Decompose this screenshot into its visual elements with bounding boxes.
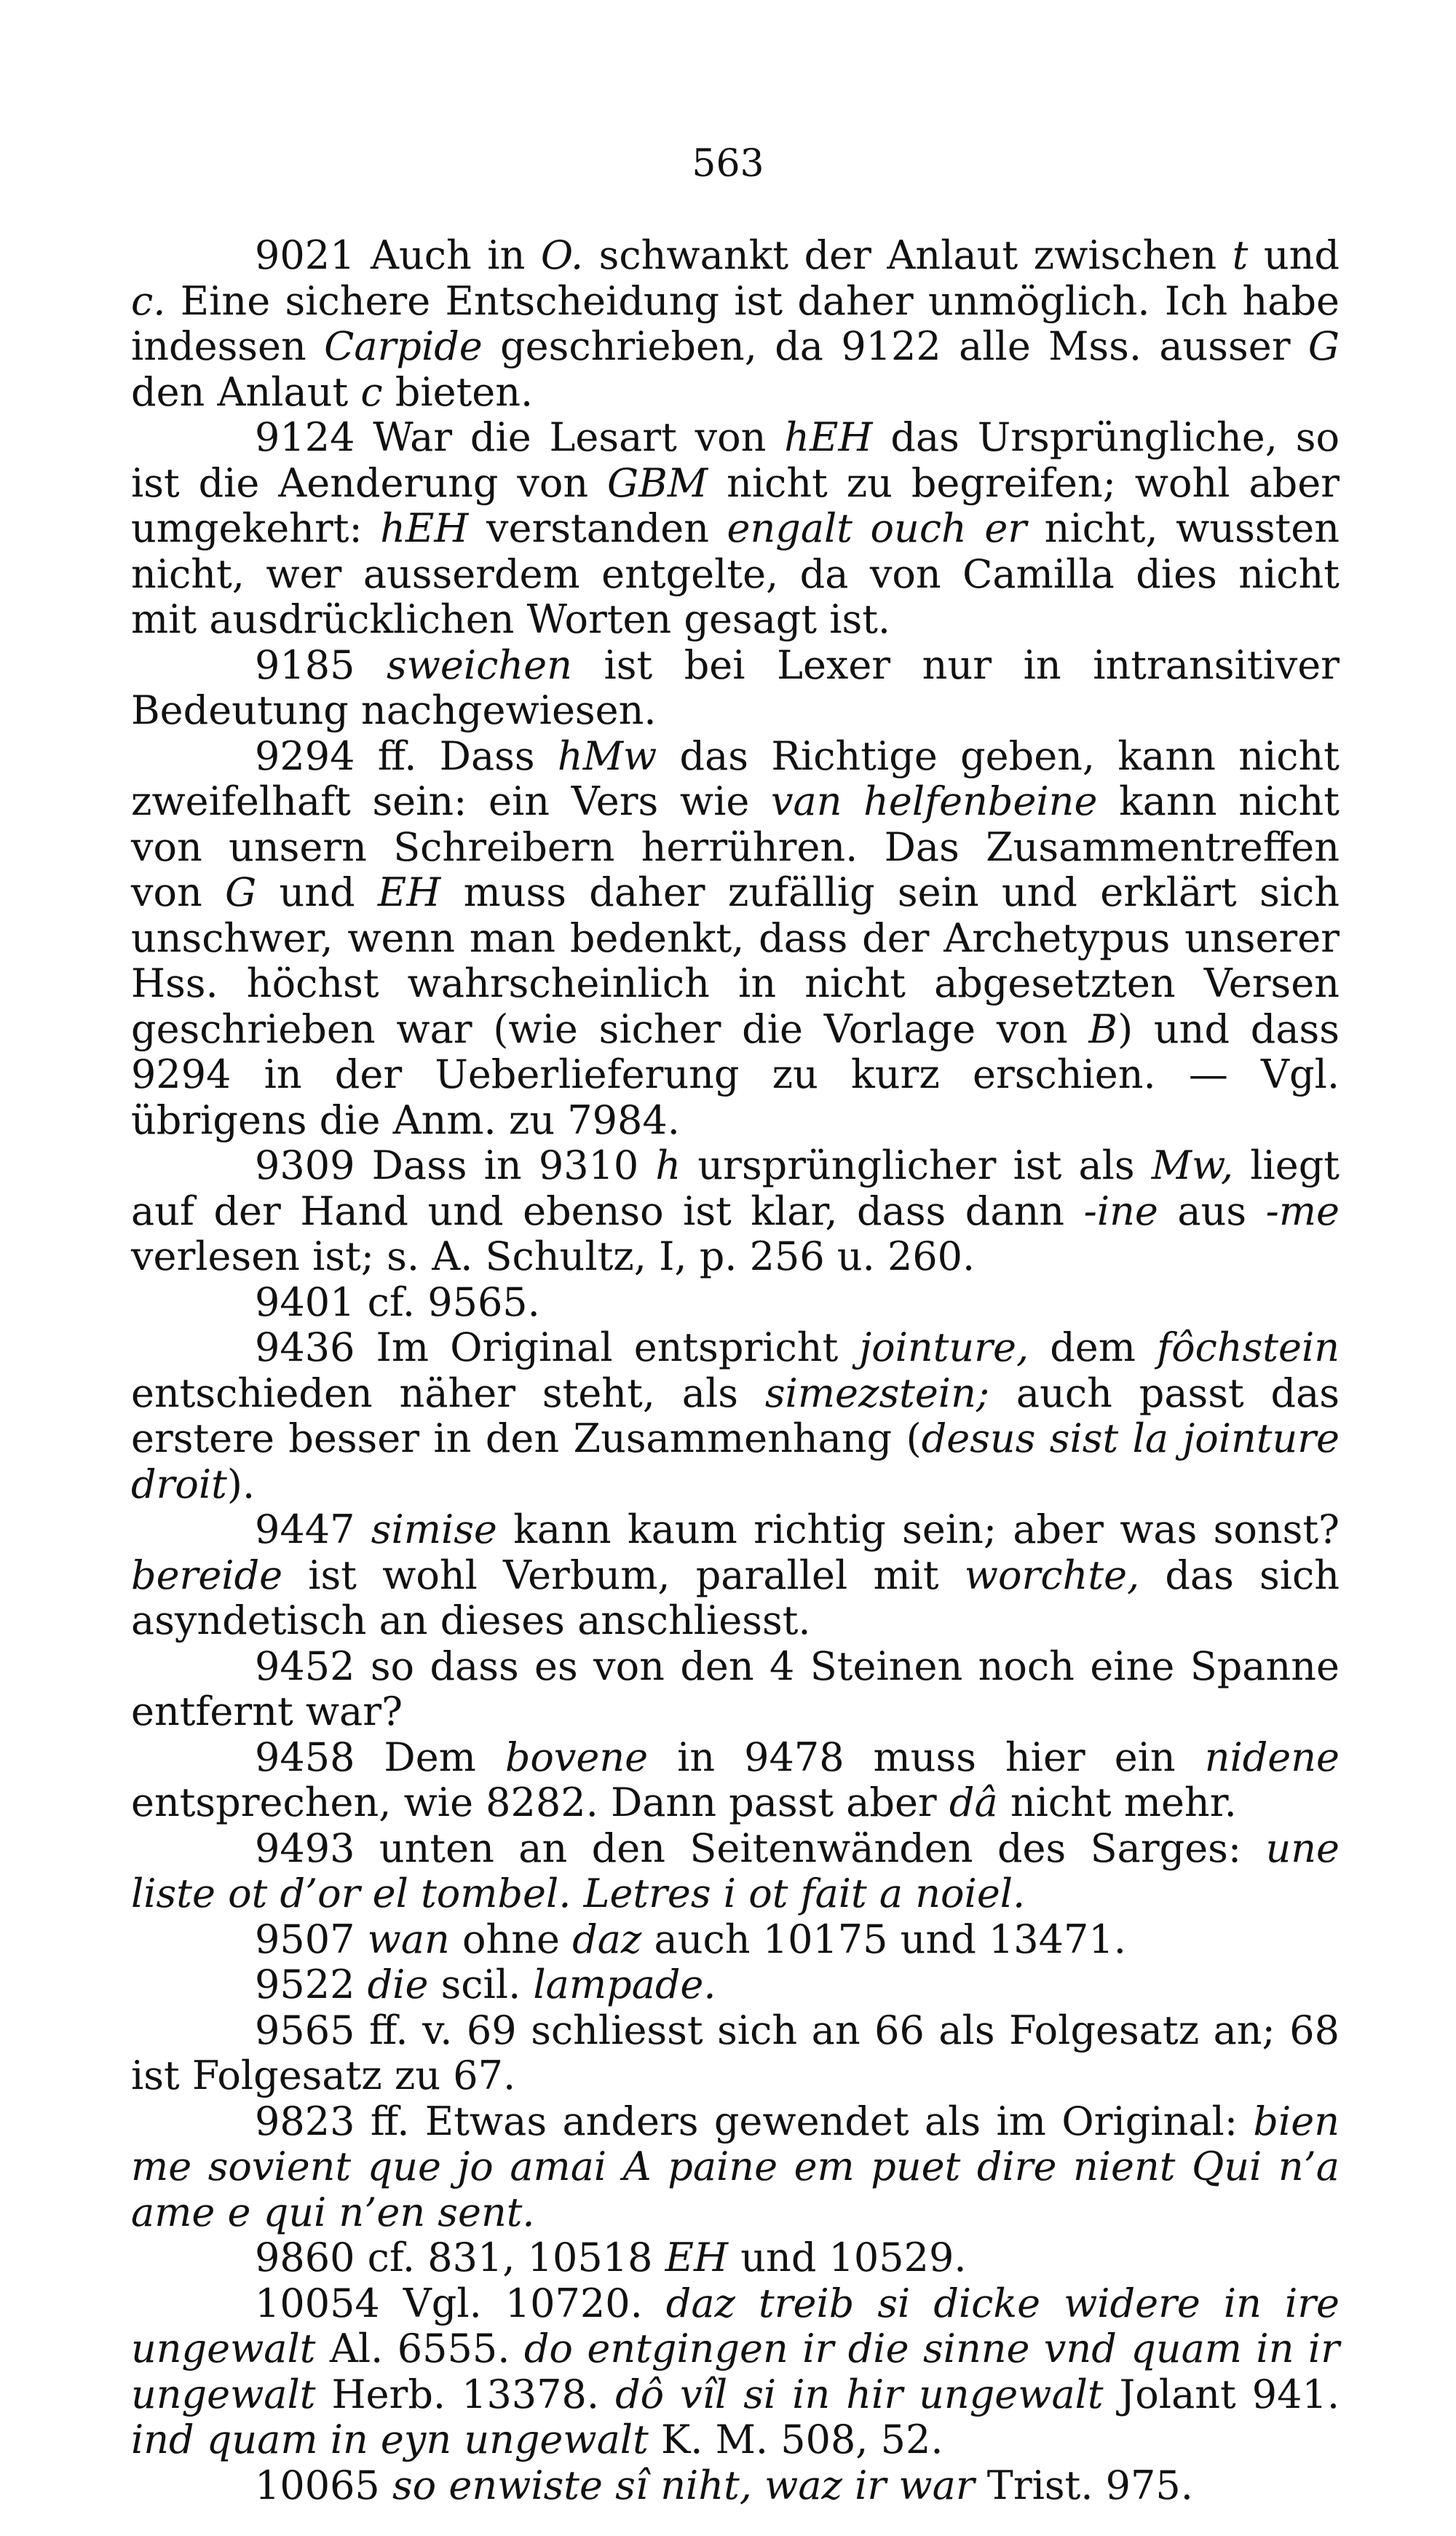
note-text: entsprechen, wie 8282. Dann passt aber: [131, 1779, 949, 1825]
note-text: kann nicht von unsern Schreibern herrühren. Das Zusammentreffen von: [131, 778, 1340, 915]
annotation-note: [131, 1507, 1340, 1644]
verse-reference: 9436: [255, 1324, 355, 1370]
quoted-text: worchte,: [964, 1552, 1140, 1598]
quoted-text: hEH: [380, 505, 469, 551]
note-text: auch passt das erstere besser in den Zusammenhang (: [131, 1370, 1340, 1461]
note-text: so dass es von den 4 Steinen noch eine Spanne entfernt war?: [131, 1643, 1340, 1734]
note-text: [355, 1962, 367, 2007]
note-text: und 10529.: [728, 2235, 967, 2280]
note-text: ohne: [449, 1916, 573, 1962]
note-text: cf. 831, 10518: [355, 2235, 665, 2280]
quoted-text: bien me sovient que jo amai A paine em puet dire nient Qui n’a ame e qui n’en sent.: [131, 2098, 1340, 2235]
quoted-text: bereide: [131, 1552, 283, 1598]
annotation-note: [131, 415, 1340, 643]
quoted-text: hEH: [784, 414, 873, 460]
note-text: ist wohl Verbum, parallel mit: [282, 1552, 965, 1598]
quoted-text: G: [1307, 323, 1340, 369]
verse-reference: 9185: [255, 641, 355, 688]
verse-reference: 9493: [255, 1825, 355, 1871]
note-text: unten an den Seitenwänden des Sarges:: [355, 1825, 1266, 1871]
quoted-text: daz treib si dicke widere in ire ungewalt: [131, 2280, 1340, 2371]
quoted-text: lampade.: [533, 1962, 716, 2007]
note-text: Dass: [416, 732, 558, 779]
quoted-text: simise: [371, 1506, 497, 1552]
quoted-text: van helfenbeine: [771, 778, 1098, 824]
annotation-note: [131, 2463, 1340, 2509]
note-text: auch 10175 und 13471.: [641, 1916, 1126, 1962]
verse-reference: 9823 ff.: [255, 2098, 410, 2144]
quoted-text: sweichen: [387, 641, 572, 688]
quoted-text: EH: [665, 2235, 729, 2280]
note-text: Dass in 9310: [355, 1142, 656, 1188]
note-text: Dem: [355, 1734, 505, 1780]
annotation-note: [131, 1644, 1340, 1735]
note-text: in 9478 muss hier ein: [648, 1734, 1205, 1780]
verse-reference: 9447: [255, 1506, 355, 1552]
quoted-text: engalt ouch er: [727, 505, 1027, 551]
note-text: Vgl. 10720.: [379, 2280, 666, 2326]
verse-reference: 9565 ff.: [255, 2007, 408, 2053]
quoted-text: une liste ot d’or el tombel. Letres i ot fait a noiel.: [131, 1825, 1340, 1916]
note-text: und: [256, 869, 378, 915]
page-number: 563: [692, 142, 764, 186]
note-text: verlesen ist; s. A. Schultz, I, p. 256 u. 260.: [131, 1233, 976, 1279]
verse-reference: 9507: [255, 1916, 355, 1962]
annotation-note: [131, 1280, 1340, 1326]
annotation-note: [131, 2099, 1340, 2236]
quoted-text: fôchstein: [1157, 1324, 1340, 1370]
note-text: K. M. 508, 52.: [648, 2417, 943, 2462]
note-text: Im Original entspricht: [355, 1324, 860, 1370]
note-text: muss daher zufällig sein und erklärt sich unschwer, wenn man bedenkt, dass der Archetypus unserer Hss. höchst wahrscheinlich in nicht abgesetzten Versen geschrieben war (wie sicher die Vorlage von: [131, 869, 1340, 1052]
note-text: geschrieben, da 9122 alle Mss. ausser: [482, 323, 1308, 369]
note-text: aus: [1158, 1188, 1266, 1234]
quoted-text: c.: [131, 277, 166, 324]
note-text: Eine sichere Entscheidung ist daher unmöglich. Ich habe indessen: [131, 277, 1340, 369]
note-text: cf. 9565.: [355, 1279, 540, 1325]
quoted-text: simezstein;: [764, 1370, 990, 1416]
quoted-text: h: [655, 1142, 681, 1188]
note-text: ist bei Lexer nur in intransitiver Bedeutung nachgewiesen.: [131, 641, 1340, 733]
annotation-note: [131, 1143, 1340, 1280]
quoted-text: B: [1088, 1006, 1118, 1052]
annotation-note: [131, 1962, 1340, 2008]
note-text: [355, 642, 387, 688]
quoted-text: daz: [572, 1916, 642, 1962]
verse-reference: 9860: [255, 2235, 355, 2280]
verse-reference: 9458: [255, 1734, 355, 1780]
note-text: [355, 1916, 367, 1962]
quoted-text: ind quam in eyn ungewalt: [131, 2417, 649, 2462]
note-text: Jolant 941.: [1103, 2371, 1340, 2417]
annotation-note: [131, 1826, 1340, 1917]
verse-reference: 9124: [255, 414, 355, 460]
note-text: Trist. 975.: [974, 2462, 1193, 2508]
quoted-text: do entgingen ir die sinne vnd quam in ir ungewalt: [131, 2326, 1340, 2417]
note-text: schwankt der Anlaut zwischen: [583, 232, 1233, 278]
annotation-note: [131, 2281, 1340, 2463]
note-text: [380, 2462, 392, 2508]
annotation-note: [131, 233, 1340, 415]
note-text: bieten.: [382, 368, 534, 415]
quoted-text: -me: [1265, 1188, 1340, 1234]
quoted-text: dô vîl si in hir ungewalt: [615, 2371, 1104, 2417]
note-text: entschieden näher steht, als: [131, 1370, 765, 1416]
quoted-text: bovene: [505, 1734, 649, 1780]
quoted-text: so enwiste sî niht, waz ir war: [392, 2462, 975, 2508]
annotation-note: [131, 2235, 1340, 2281]
verse-reference: 9401: [255, 1279, 355, 1325]
note-text: ) und dass 9294 in der Ueberlieferung zu kurz erschien. — Vgl. übrigens die Anm. zu 7984.: [131, 1006, 1340, 1143]
quoted-text: dâ: [949, 1779, 998, 1825]
note-text: nicht zu begreifen; wohl aber umgekehrt:: [131, 459, 1340, 551]
quoted-text: desus sist la jointure droit: [131, 1415, 1340, 1507]
note-text: liegt auf der Hand und ebenso ist klar, dass dann: [131, 1142, 1340, 1234]
note-text: ).: [226, 1461, 256, 1507]
verse-reference: 10054: [255, 2280, 380, 2326]
verse-reference: 9294 ff.: [255, 732, 417, 779]
note-text: v. 69 schliesst sich an 66 als Folgesatz an; 68 ist Folgesatz zu 67.: [131, 2007, 1340, 2098]
quoted-text: nidene: [1204, 1734, 1340, 1780]
notes-body: [131, 233, 1340, 2508]
annotation-note: [131, 1325, 1340, 1507]
note-text: verstanden: [468, 505, 727, 551]
annotation-note: [131, 1917, 1340, 1963]
quoted-text: hMw: [557, 732, 657, 779]
quoted-text: Mw,: [1151, 1142, 1234, 1188]
note-text: ursprünglicher ist als: [681, 1142, 1152, 1188]
quoted-text: t: [1232, 232, 1249, 278]
annotation-note: [131, 734, 1340, 1144]
quoted-text: GBM: [607, 459, 708, 506]
note-text: Al. 6555.: [315, 2326, 524, 2371]
annotation-note: [131, 643, 1340, 734]
note-text: das Ursprüngliche, so ist die Aenderung von: [131, 414, 1340, 506]
note-text: [355, 1506, 371, 1552]
quoted-text: Carpide: [324, 323, 483, 369]
annotation-note: [131, 1735, 1340, 1826]
verse-reference: 9452: [255, 1643, 355, 1689]
note-text: scil.: [428, 1962, 534, 2007]
quoted-text: wan: [367, 1916, 450, 1962]
note-text: nicht, wussten nicht, wer ausserdem entgelte, da von Camilla dies nicht mit ausdrücklichen Worten gesagt ist.: [131, 505, 1340, 642]
verse-reference: 9522: [255, 1962, 355, 2007]
note-text: War die Lesart von: [355, 414, 785, 460]
note-text: und: [1248, 232, 1340, 278]
quoted-text: die: [367, 1962, 429, 2007]
quoted-text: -ine: [1083, 1188, 1158, 1234]
note-text: das Richtige geben, kann nicht zweifelhaft sein: ein Vers wie: [131, 732, 1340, 824]
note-text: den Anlaut: [131, 368, 361, 415]
note-text: das sich asyndetisch an dieses anschliesst.: [131, 1552, 1340, 1643]
note-text: Etwas anders gewendet als im Original:: [409, 2098, 1254, 2144]
verse-reference: 9021: [255, 232, 355, 278]
quoted-text: O.: [540, 232, 584, 278]
note-text: Herb. 13378.: [315, 2371, 616, 2417]
quoted-text: EH: [377, 869, 441, 915]
quoted-text: c: [360, 368, 383, 415]
note-text: dem: [1029, 1324, 1158, 1370]
verse-reference: 9309: [255, 1142, 355, 1188]
quoted-text: G: [225, 869, 257, 915]
quoted-text: jointure,: [859, 1324, 1029, 1370]
annotation-note: [131, 2008, 1340, 2099]
note-text: Auch in: [355, 232, 541, 278]
verse-reference: 10065: [255, 2462, 380, 2508]
note-text: kann kaum richtig sein; aber was sonst?: [496, 1506, 1340, 1552]
note-text: nicht mehr.: [997, 1779, 1237, 1825]
